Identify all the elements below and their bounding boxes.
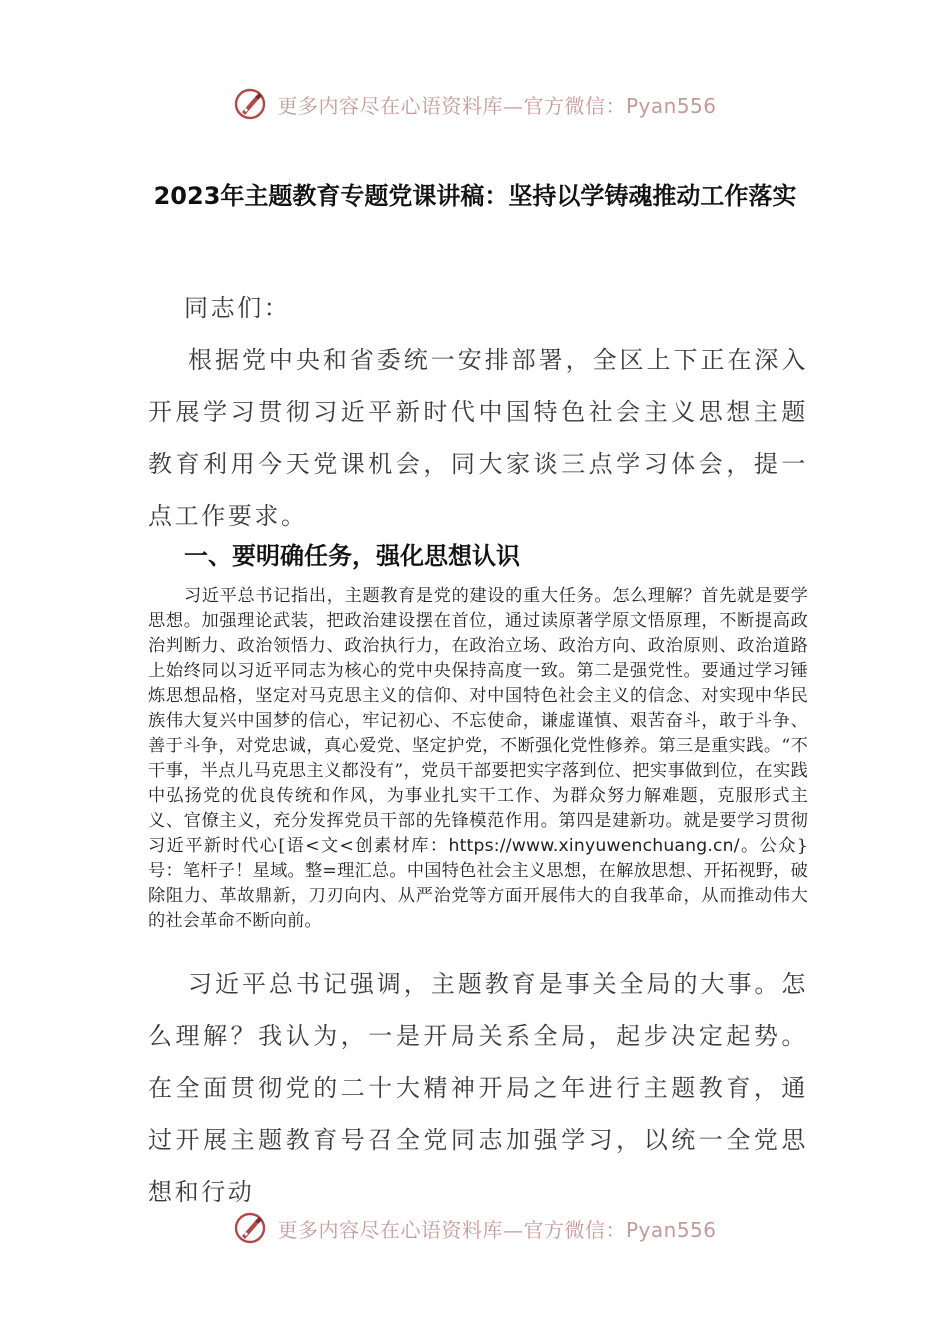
document-title: 2023年主题教育专题党课讲稿：坚持以学铸魂推动工作落实 xyxy=(153,182,797,210)
watermark-text: 更多内容尽在心语资料库—官方微信：Pyan556 xyxy=(277,93,717,118)
watermark-account: Pyan556 xyxy=(625,93,717,118)
watermark-banner-top xyxy=(0,84,950,124)
greeting: 同志们： xyxy=(184,294,291,322)
source-url: https://www.xinyuwenchuang.cn/ xyxy=(448,836,740,856)
section-1-heading: 一、要明确任务，强化思想认识 xyxy=(184,542,520,570)
watermark-banner-bottom xyxy=(0,1208,950,1248)
watermark-text: 更多内容尽在心语资料库—官方微信：Pyan556 xyxy=(277,1217,717,1242)
intro-paragraph: 根据党中央和省委统一安排部署，全区上下正在深入开展学习贯彻习近平新时代中国特色社会主义思想主题教育利用今天党课机会，同大家谈三点学习体会，提一点工作要求。 xyxy=(148,346,808,530)
watermark-account: Pyan556 xyxy=(625,1217,717,1242)
pen-nib-logo-icon xyxy=(233,87,267,121)
paragraph-2: 习近平总书记强调，主题教育是事关全局的大事。怎么理解？我认为，一是开局关系全局，起步决定起势。在全面贯彻党的二十大精神开局之年进行主题教育，通过开展主题教育号召全党同志加强学习，以统一全党思想和行动 xyxy=(148,970,808,1206)
pen-nib-logo-icon xyxy=(233,1211,267,1245)
section-1-body: 习近平总书记指出，主题教育是党的建设的重大任务。怎么理解？首先就是要学思想。加强理论武装，把政治建设摆在首位，通过读原著学原文悟原理，不断提高政治判断力、政治领悟力、政治执行力，在政治立场、政治方向、政治原则、政治道路上始终同以习近平同志为核心的党中央保持高度一致。第二是强党性。要通过学习锤炼思想品格，坚定对马克思主义的信仰、对中国特色社会主义的信念、对实现中华民族伟大复兴中国梦的信心，牢记初心、不忘使命，谦虚谨慎、艰苦奋斗，敢于斗争、善于斗争，对党忠诚，真心爱党、坚定护党，不断强化党性修养。第三是重实践。“不干事，半点儿马克思主义都没有”，党员干部要把实字落到位、把实事做到位，在实践中弘扬党的优良传统和作风，为事业扎实干工作、为群众努力解难题，克服形式主义、官僚主义，充分发挥党员干部的先锋模范作用。第四是建新功。就是要学习贯彻习近平新时代心[语<文<创素材库：https://www.xinyuwenchuang.cn/。公众}号：笔杆子！星域。整=理汇总。中国特色社会主义思想，在解放思想、开拓视野，破除阻力、革故鼎新，刀刃向内、从严治党等方面开展伟大的自我革命，从而推动伟大的社会革命不断向前。 xyxy=(148,586,808,931)
